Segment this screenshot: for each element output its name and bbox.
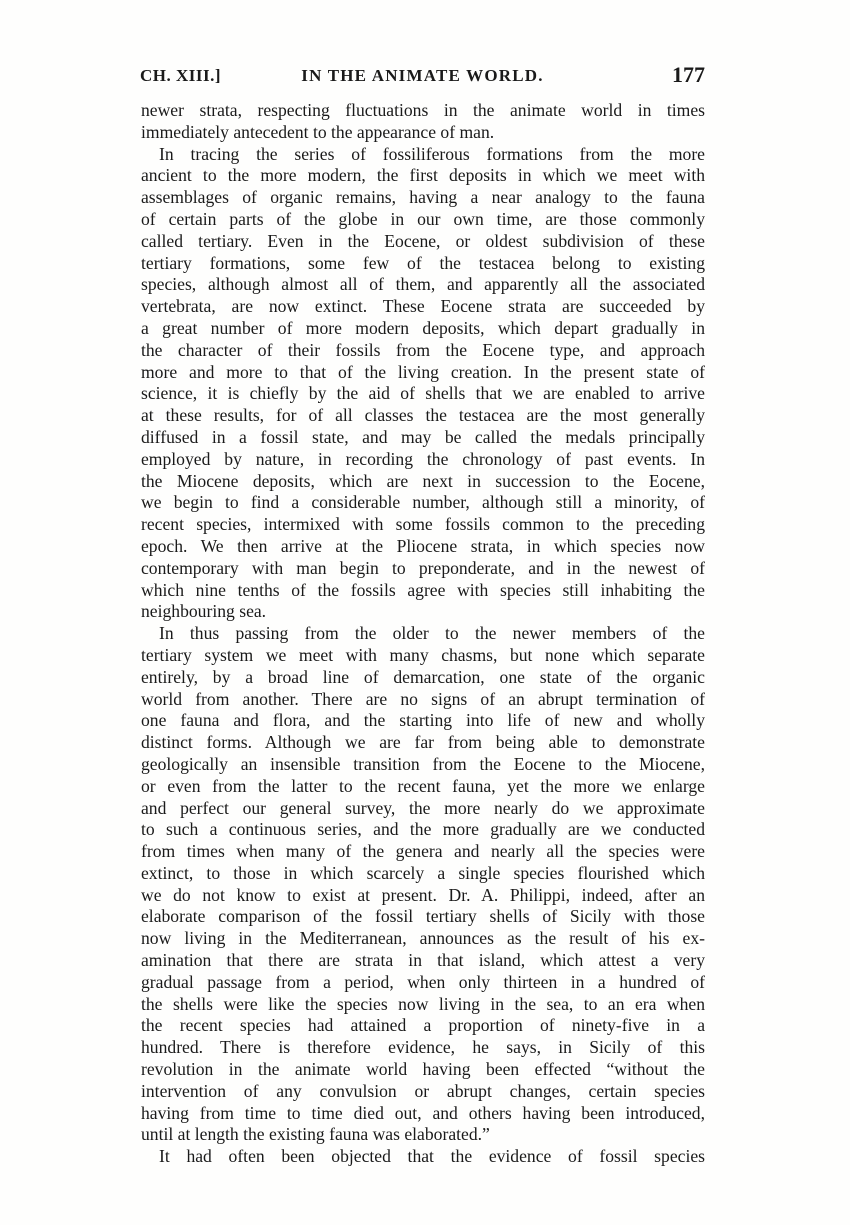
text-line: amination that there are strata in that island, which attest a very bbox=[141, 950, 705, 971]
text-line: immediately antecedent to the appearance of man. bbox=[141, 121, 495, 142]
text-line: at these results, for of all classes the testacea are the most generally bbox=[141, 405, 705, 426]
text-line: distinct forms. Although we are far from being able to demonstrate bbox=[141, 732, 705, 753]
text-line: It had often been objected that the evidence of fossil species bbox=[159, 1146, 705, 1167]
chapter-marker: CH. XIII.] bbox=[140, 66, 222, 85]
text-line: which nine tenths of the fossils agree with species still inhabiting the bbox=[141, 579, 705, 600]
page-number: 177 bbox=[672, 62, 705, 87]
text-line: geologically an insensible transition from the Eocene to the Miocene, bbox=[141, 753, 705, 774]
text-line: species, although almost all of them, and apparently all the associated bbox=[141, 274, 705, 295]
text-line: ancient to the more modern, the first deposits in which we meet with bbox=[141, 165, 705, 186]
text-line: vertebrata, are now extinct. These Eocene strata are succeeded by bbox=[141, 296, 705, 317]
text-line: entirely, by a broad line of demarcation, one state of the organic bbox=[141, 666, 705, 687]
text-line: tertiary system we meet with many chasms, but none which separate bbox=[141, 644, 705, 665]
text-line: diffused in a fossil state, and may be called the medals principally bbox=[141, 426, 705, 447]
text-line: we begin to find a considerable number, although still a minority, of bbox=[141, 492, 705, 513]
body-text bbox=[141, 100, 705, 1168]
text-line: science, it is chiefly by the aid of shells that we are enabled to arrive bbox=[141, 383, 705, 404]
text-line: intervention of any convulsion or abrupt changes, certain species bbox=[141, 1080, 705, 1101]
running-title: IN THE ANIMATE WORLD. bbox=[301, 66, 544, 85]
text-line: the character of their fossils from the Eocene type, and approach bbox=[141, 339, 705, 360]
text-line: tertiary formations, some few of the testacea belong to existing bbox=[141, 252, 705, 273]
text-line: gradual passage from a period, when only thirteen in a hundred of bbox=[141, 971, 705, 992]
text-line: elaborate comparison of the fossil tertiary shells of Sicily with those bbox=[141, 906, 705, 927]
text-line: we do not know to exist at present. Dr. A. Philippi, indeed, after an bbox=[141, 884, 705, 905]
text-line: more and more to that of the living creation. In the present state of bbox=[141, 361, 705, 382]
text-line: a great number of more modern deposits, which depart gradually in bbox=[141, 317, 705, 338]
text-line: of certain parts of the globe in our own time, are those commonly bbox=[141, 208, 705, 229]
text-line: the shells were like the species now living in the sea, to an era when bbox=[141, 993, 705, 1014]
text-line: the Miocene deposits, which are next in succession to the Eocene, bbox=[141, 470, 705, 491]
text-line: In thus passing from the older to the newer members of the bbox=[159, 623, 705, 644]
text-line: now living in the Mediterranean, announces as the result of his ex- bbox=[141, 928, 705, 949]
text-line: having from time to time died out, and others having been introduced, bbox=[141, 1102, 705, 1123]
text-line: to such a continuous series, and the more gradually are we conducted bbox=[141, 819, 705, 840]
text-line: revolution in the animate world having been effected “without the bbox=[141, 1059, 705, 1080]
text-line: neighbouring sea. bbox=[141, 601, 267, 622]
text-line: In tracing the series of fossiliferous formations from the more bbox=[159, 143, 705, 164]
text-line: one fauna and flora, and the starting into life of new and wholly bbox=[141, 710, 705, 731]
text-line: or even from the latter to the recent fauna, yet the more we enlarge bbox=[141, 775, 705, 796]
text-line: newer strata, respecting fluctuations in the animate world in times bbox=[141, 100, 705, 120]
text-line: and perfect our general survey, the more nearly do we approximate bbox=[141, 797, 705, 818]
text-line: called tertiary. Even in the Eocene, or oldest subdivision of these bbox=[141, 230, 705, 251]
text-line: recent species, intermixed with some fossils common to the preceding bbox=[141, 514, 705, 535]
text-line: until at length the existing fauna was elaborated.” bbox=[141, 1124, 490, 1145]
text-line: world from another. There are no signs of an abrupt termination of bbox=[141, 688, 705, 709]
text-line: assemblages of organic remains, having a near analogy to the fauna bbox=[141, 187, 705, 208]
text-line: the recent species had attained a proportion of ninety-five in a bbox=[141, 1015, 705, 1036]
text-line: contemporary with man begin to preponderate, and in the newest of bbox=[141, 557, 705, 578]
running-head bbox=[140, 64, 705, 94]
text-line: epoch. We then arrive at the Pliocene strata, in which species now bbox=[141, 535, 705, 556]
text-line: employed by nature, in recording the chronology of past events. In bbox=[141, 448, 705, 469]
text-line: hundred. There is therefore evidence, he says, in Sicily of this bbox=[141, 1037, 705, 1058]
text-line: extinct, to those in which scarcely a single species flourished which bbox=[141, 862, 705, 883]
text-line: from times when many of the genera and nearly all the species were bbox=[141, 841, 705, 862]
